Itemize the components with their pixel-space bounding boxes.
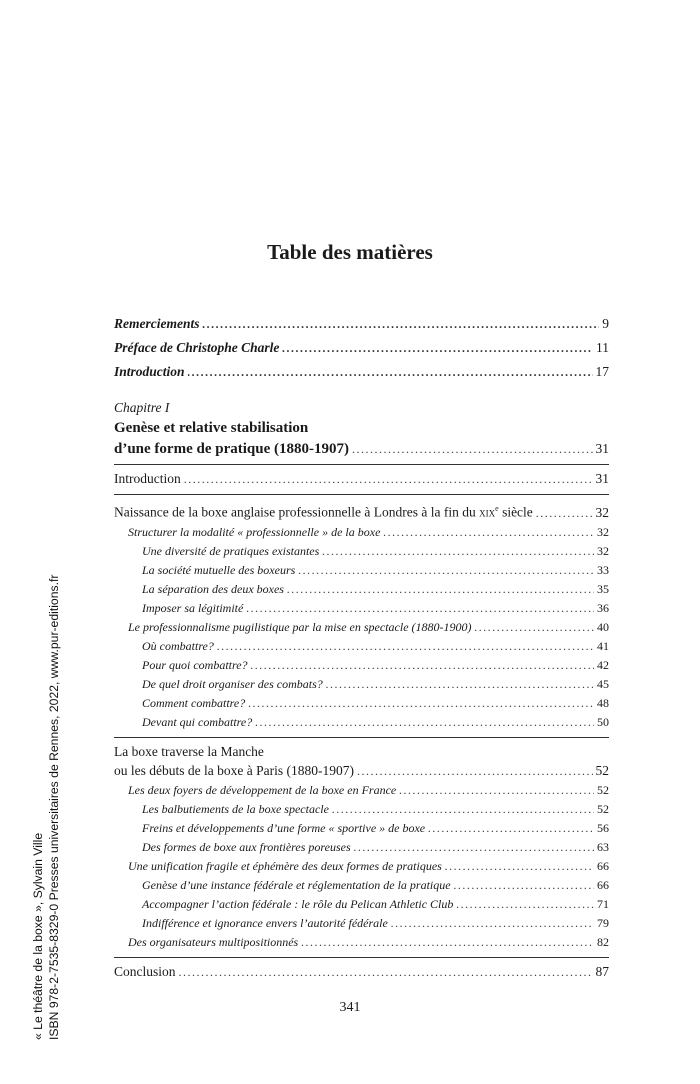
leader-dots — [301, 933, 594, 952]
toc-entry-page: 66 — [597, 858, 609, 873]
toc-subsection[interactable] — [114, 857, 609, 876]
toc-subsection[interactable] — [114, 618, 609, 637]
toc-entry-page: 31 — [595, 471, 609, 486]
leader-dots — [391, 914, 594, 933]
toc-entry-section-2[interactable] — [114, 742, 609, 781]
divider — [114, 957, 609, 958]
toc-entry-page: 56 — [597, 820, 609, 835]
toc-entry-page: 41 — [597, 638, 609, 653]
toc-entry-label: Naissance de la boxe anglaise professionnelle à Londres à la fin du xix$^e$ siècle — [114, 504, 533, 520]
toc-entry-chapter-introduction[interactable] — [114, 469, 609, 489]
toc-item[interactable] — [114, 694, 609, 713]
leader-dots — [282, 339, 593, 358]
leader-dots — [298, 561, 594, 580]
toc-entry-label: Une diversité de pratiques existantes — [142, 543, 320, 558]
toc-entry-page: 52 — [597, 782, 609, 797]
toc-entry-page: 32 — [595, 504, 609, 520]
toc-entry-page: 45 — [597, 676, 609, 691]
toc-entry-page: 33 — [597, 562, 609, 577]
toc-entry-page: 52 — [595, 762, 609, 778]
toc-entry-conclusion[interactable] — [114, 962, 609, 982]
toc-item[interactable] — [114, 800, 609, 819]
toc-entry-page: 48 — [597, 695, 609, 710]
toc-subsection[interactable] — [114, 933, 609, 952]
toc-entry-label: De quel droit organiser des combats? — [142, 676, 323, 691]
leader-dots — [456, 895, 594, 914]
toc-entry-page: 63 — [597, 839, 609, 854]
toc-item[interactable] — [114, 819, 609, 838]
toc-entry-section-1[interactable] — [114, 499, 609, 523]
toc-item[interactable] — [114, 895, 609, 914]
toc-entry-label-line-1: La boxe traverse la Manche — [114, 743, 264, 759]
toc-entry-label: Des formes de boxe aux frontières poreuses — [142, 839, 351, 854]
leader-dots — [248, 694, 594, 713]
toc-entry-label: Comment combattre? — [142, 695, 246, 710]
chapter-label: Chapitre I — [114, 400, 170, 415]
toc-item[interactable] — [114, 838, 609, 857]
leader-dots — [202, 315, 599, 334]
leader-dots — [251, 656, 594, 675]
toc-subsection[interactable] — [114, 781, 609, 800]
leader-dots — [255, 713, 594, 732]
leader-dots — [332, 800, 594, 819]
leader-dots — [179, 963, 593, 982]
toc-entry-introduction[interactable] — [114, 362, 609, 382]
leader-dots — [536, 504, 593, 523]
leader-dots — [428, 819, 594, 838]
leader-dots — [322, 542, 594, 561]
toc-entry-page: 17 — [595, 364, 609, 379]
toc-entry-page: 82 — [597, 934, 609, 949]
toc-entry-label: Indifférence et ignorance envers l’autorité fédérale — [142, 915, 388, 930]
toc-entry-label: Les balbutiements de la boxe spectacle — [142, 801, 329, 816]
chapter-title-line-1: Genèse et relative stabilisation — [114, 420, 309, 436]
table-of-contents — [114, 314, 609, 982]
toc-entry-label: Pour quoi combattre? — [142, 657, 248, 672]
toc-entry-page: 66 — [597, 877, 609, 892]
toc-entry-label: Préface de Christophe Charle — [114, 340, 280, 355]
toc-entry-page: 40 — [597, 619, 609, 634]
toc-item[interactable] — [114, 637, 609, 656]
toc-entry-label: Imposer sa légitimité — [142, 600, 244, 615]
leader-dots — [184, 470, 593, 489]
toc-entry-label: Genèse d’une instance fédérale et réglementation de la pratique — [142, 877, 451, 892]
page-number: 341 — [339, 1000, 361, 1015]
toc-entry-label: Où combattre? — [142, 638, 214, 653]
toc-entry-page: 11 — [596, 340, 609, 355]
sidebar-line-1: « Le théâtre de la boxe », Sylvain Ville — [31, 832, 45, 1040]
leader-dots — [445, 857, 594, 876]
copyright-sidebar — [30, 575, 62, 1040]
leader-dots — [354, 838, 594, 857]
toc-entry-label: Conclusion — [114, 963, 176, 979]
leader-dots — [475, 618, 594, 637]
toc-item[interactable] — [114, 542, 609, 561]
toc-entry-page: 87 — [595, 963, 609, 979]
toc-item[interactable] — [114, 580, 609, 599]
toc-entry-label: Remerciements — [114, 316, 200, 331]
toc-item[interactable] — [114, 876, 609, 895]
toc-entry-label: Structurer la modalité « professionnelle » de la boxe — [128, 524, 381, 539]
toc-entry-page: 9 — [602, 316, 609, 331]
leader-dots — [357, 762, 593, 781]
leader-dots — [287, 580, 594, 599]
divider — [114, 494, 609, 495]
toc-entry-label: Devant qui combattre? — [142, 714, 253, 729]
toc-entry-page: 36 — [597, 600, 609, 615]
divider — [114, 464, 609, 465]
toc-entry-label: Une unification fragile et éphémère des deux formes de pratiques — [128, 858, 442, 873]
toc-entry-label: La société mutuelle des boxeurs — [142, 562, 296, 577]
toc-subsection[interactable] — [114, 523, 609, 542]
sidebar-line-2: ISBN 978-2-7535-8329-0 Presses universitaires de Rennes, 2022, www.pur-editions.fr — [47, 574, 61, 1040]
toc-entry-label: La séparation des deux boxes — [142, 581, 284, 596]
toc-entry-label: Introduction — [114, 471, 181, 486]
leader-dots — [246, 599, 594, 618]
toc-entry-page: 35 — [597, 581, 609, 596]
toc-item[interactable] — [114, 656, 609, 675]
toc-entry-page: 31 — [595, 441, 609, 456]
toc-entry-remerciements[interactable] — [114, 314, 609, 334]
toc-entry-label: Les deux foyers de développement de la boxe en France — [128, 782, 397, 797]
toc-item[interactable] — [114, 914, 609, 933]
toc-entry-label-line-2: ou les débuts de la boxe à Paris (1880-1907) — [114, 762, 354, 778]
leader-dots — [326, 675, 594, 694]
toc-entry-page: 32 — [597, 543, 609, 558]
leader-dots — [352, 440, 593, 459]
toc-entry-label: Introduction — [114, 364, 185, 379]
toc-entry-page: 42 — [597, 657, 609, 672]
divider — [114, 737, 609, 738]
chapter-title[interactable] — [114, 418, 609, 459]
toc-entry-label: Accompagner l’action fédérale : le rôle du Pelican Athletic Club — [142, 896, 454, 911]
toc-entry-page: 32 — [597, 524, 609, 539]
toc-entry-label: Le professionnalisme pugilistique par la mise en spectacle (1880-1900) — [128, 619, 472, 634]
leader-dots — [217, 637, 594, 656]
toc-entry-page: 79 — [597, 915, 609, 930]
toc-entry-page: 52 — [597, 801, 609, 816]
toc-item[interactable] — [114, 713, 609, 732]
leader-dots — [188, 363, 593, 382]
leader-dots — [454, 876, 594, 895]
toc-entry-page: 71 — [597, 896, 609, 911]
toc-entry-label: Des organisateurs multipositionnés — [128, 934, 299, 949]
page-title: Table des matières — [267, 240, 433, 264]
chapter-title-line-2: d’une forme de pratique (1880-1907) — [114, 441, 349, 457]
leader-dots — [383, 523, 594, 542]
leader-dots — [399, 781, 594, 800]
toc-item[interactable] — [114, 561, 609, 580]
toc-item[interactable] — [114, 599, 609, 618]
toc-item[interactable] — [114, 675, 609, 694]
toc-entry-page: 50 — [597, 714, 609, 729]
toc-entry-label: Freins et développements d’une forme « sportive » de boxe — [142, 820, 426, 835]
toc-entry-preface[interactable] — [114, 338, 609, 358]
